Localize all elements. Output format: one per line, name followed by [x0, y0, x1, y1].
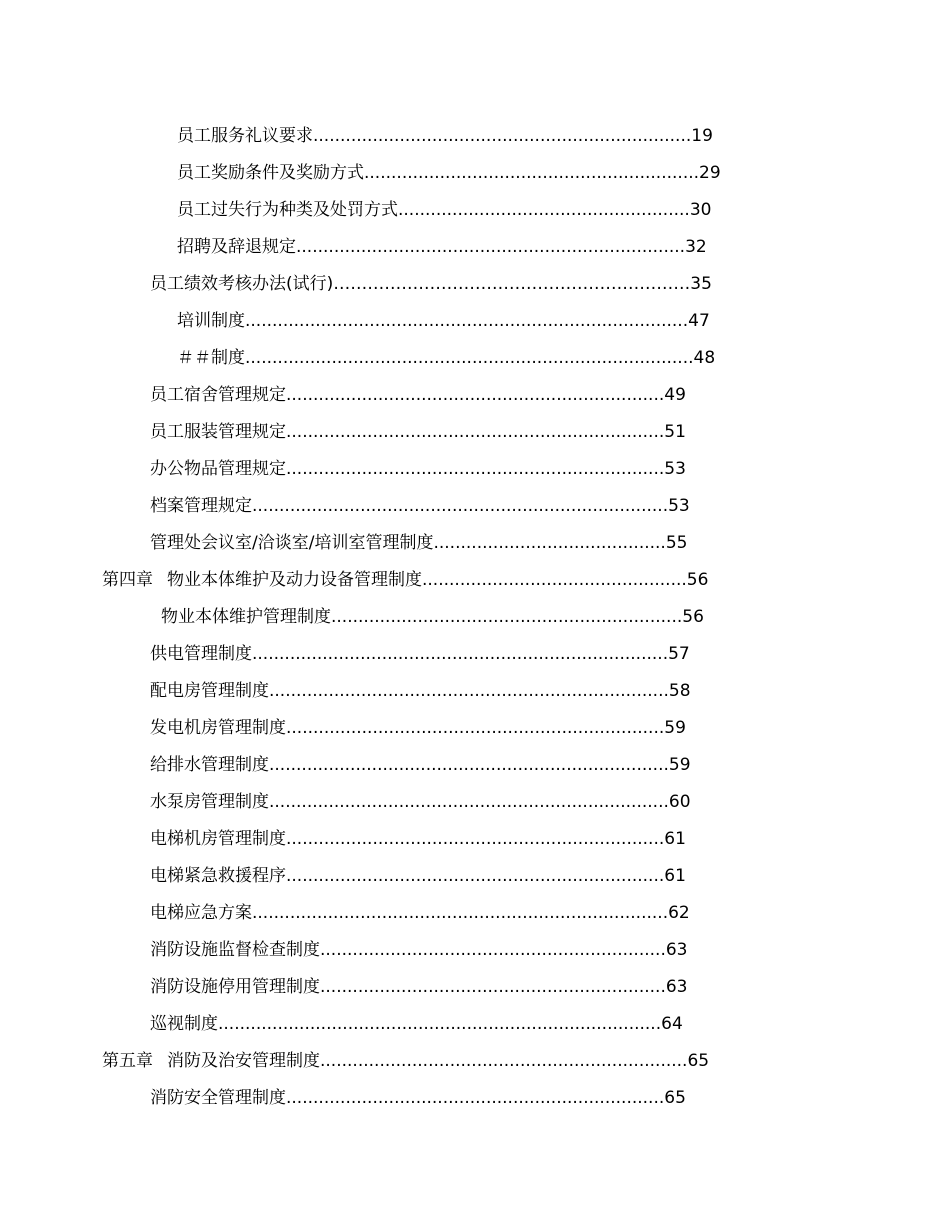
toc-leader: ..........................................................................: [269, 681, 669, 701]
toc-entry[interactable]: [177, 118, 713, 155]
toc-leader: ......................................................................: [286, 385, 665, 405]
toc-leader: ......................................................................: [286, 1088, 665, 1108]
toc-page-number: 57: [668, 644, 690, 664]
toc-leader: ..................................................................................: [218, 1014, 662, 1034]
toc-entry[interactable]: [150, 266, 712, 303]
toc-chapter-entry[interactable]: [102, 1043, 709, 1080]
toc-leader: ..........................................................................: [269, 792, 669, 812]
toc-page-number: 60: [668, 792, 691, 812]
toc-page-number: 56: [686, 570, 709, 590]
toc-leader: ......................................................................: [313, 126, 692, 146]
toc-page-number: 48: [693, 348, 716, 368]
toc-entry[interactable]: [161, 599, 704, 636]
toc-leader: ...................................................................................: [245, 348, 694, 368]
toc-leader: ..............................................................: [364, 163, 700, 183]
toc-page-number: 32: [685, 237, 707, 257]
toc-entry-title: 消防安全管理制度: [150, 1088, 286, 1108]
toc-entry[interactable]: [150, 1006, 683, 1043]
toc-page-number: 30: [689, 200, 712, 220]
toc-leader: ........................................................................: [296, 237, 686, 257]
toc-leader: ………………………………………………………: [333, 274, 691, 294]
toc-page-number: 51: [664, 422, 686, 442]
toc-entry[interactable]: [150, 1080, 686, 1117]
toc-entry[interactable]: [177, 155, 721, 192]
toc-entry[interactable]: [150, 747, 691, 784]
toc-entry[interactable]: [150, 895, 690, 932]
toc-entry[interactable]: [150, 488, 690, 525]
toc-chapter-number: 第五章: [102, 1051, 153, 1071]
toc-entry-title: 员工宿舍管理规定: [150, 385, 286, 405]
toc-leader: ......................................................................: [286, 718, 665, 738]
toc-leader: .................................................................: [331, 607, 683, 627]
toc-page-number: 35: [690, 274, 712, 294]
toc-page-number: 53: [668, 496, 690, 516]
toc-page-number: 63: [665, 977, 688, 997]
toc-page-number: 64: [661, 1014, 683, 1034]
toc-leader: .............................................................................: [252, 903, 669, 923]
toc-leader: ................................................................: [320, 977, 666, 997]
toc-leader: ...........................................: [433, 533, 666, 553]
toc-entry-title: 消防设施停用管理制度: [150, 977, 320, 997]
toc-entry-title: 给排水管理制度: [150, 755, 269, 775]
toc-entry-title: 物业本体维护管理制度: [161, 607, 331, 627]
toc-chapter-number: 第四章: [102, 570, 153, 590]
toc-leader: .............................................................................: [252, 496, 669, 516]
toc-page-number: 61: [664, 829, 686, 849]
toc-leader: ....................................................................: [320, 1051, 688, 1071]
toc-page-number: 56: [682, 607, 704, 627]
toc-entry[interactable]: [177, 229, 707, 266]
toc-entry[interactable]: [150, 784, 691, 821]
toc-entry[interactable]: [177, 303, 710, 340]
toc-entry-title: 员工绩效考核办法(试行): [150, 274, 334, 294]
toc-entry[interactable]: [150, 673, 691, 710]
toc-entry-title: 管理处会议室/洽谈室/培训室管理制度: [150, 533, 434, 553]
toc-leader: ......................................................................: [286, 459, 665, 479]
toc-page-number: 19: [691, 126, 713, 146]
toc-leader: .................................................: [422, 570, 687, 590]
toc-entry-title: 招聘及辞退规定: [177, 237, 296, 257]
toc-leader: ......................................................: [398, 200, 690, 220]
toc-entry-title: 档案管理规定: [150, 496, 252, 516]
toc-page-number: 59: [664, 718, 686, 738]
toc-entry[interactable]: [150, 451, 686, 488]
toc-page-number: 29: [699, 163, 721, 183]
toc-entry[interactable]: [150, 932, 687, 969]
toc-entry-title: 发电机房管理制度: [150, 718, 286, 738]
toc-entry-title: 电梯紧急救援程序: [150, 866, 286, 886]
toc-page-number: 62: [668, 903, 690, 923]
toc-entry-title: 电梯应急方案: [150, 903, 252, 923]
toc-page-number: 49: [664, 385, 686, 405]
toc-entry[interactable]: [150, 969, 687, 1006]
toc-chapter-entry[interactable]: [102, 562, 708, 599]
toc-entry-title: 供电管理制度: [150, 644, 252, 664]
toc-entry[interactable]: [150, 710, 686, 747]
toc-entry-title: 办公物品管理规定: [150, 459, 286, 479]
toc-entry-title: 消防设施监督检查制度: [150, 940, 320, 960]
toc-entry[interactable]: [150, 414, 686, 451]
toc-leader: ..................................................................................: [245, 311, 689, 331]
toc-page-number: 63: [665, 940, 688, 960]
toc-page-number: 61: [664, 866, 686, 886]
toc-page-number: 53: [664, 459, 686, 479]
toc-entry-title: 水泵房管理制度: [150, 792, 269, 812]
toc-leader: ......................................................................: [286, 829, 665, 849]
toc-leader: ..........................................................................: [269, 755, 669, 775]
toc-entry-title: 员工奖励条件及奖励方式: [177, 163, 364, 183]
toc-entry[interactable]: [150, 636, 690, 673]
toc-entry-title: ＃＃制度: [177, 348, 245, 368]
toc-page-number: 58: [668, 681, 691, 701]
toc-page-number: 59: [668, 755, 691, 775]
toc-entry[interactable]: [177, 340, 715, 377]
toc-entry-title: 配电房管理制度: [150, 681, 269, 701]
toc-page-number: 65: [664, 1088, 686, 1108]
toc-entry-title: 巡视制度: [150, 1014, 218, 1034]
toc-entry-title: 消防及治安管理制度: [167, 1051, 320, 1071]
toc-entry[interactable]: [150, 377, 686, 414]
toc-entry-title: 培训制度: [177, 311, 245, 331]
toc-leader: ......................................................................: [286, 422, 665, 442]
toc-leader: .............................................................................: [252, 644, 669, 664]
toc-page-number: 55: [665, 533, 688, 553]
toc-entry[interactable]: [177, 192, 711, 229]
toc-page-number: 47: [688, 311, 710, 331]
toc-entry[interactable]: [150, 821, 686, 858]
toc-entry-title: 员工过失行为种类及处罚方式: [177, 200, 398, 220]
toc-entry-title: 电梯机房管理制度: [150, 829, 286, 849]
toc-entry[interactable]: [150, 858, 686, 895]
toc-entry-title: 员工服务礼议要求: [177, 126, 313, 146]
toc-entry-title: 员工服装管理规定: [150, 422, 286, 442]
toc-leader: ......................................................................: [286, 866, 665, 886]
toc-leader: ................................................................: [320, 940, 666, 960]
toc-entry-title: 物业本体维护及动力设备管理制度: [167, 570, 422, 590]
toc-entry[interactable]: [150, 525, 687, 562]
toc-page-number: 65: [687, 1051, 710, 1071]
